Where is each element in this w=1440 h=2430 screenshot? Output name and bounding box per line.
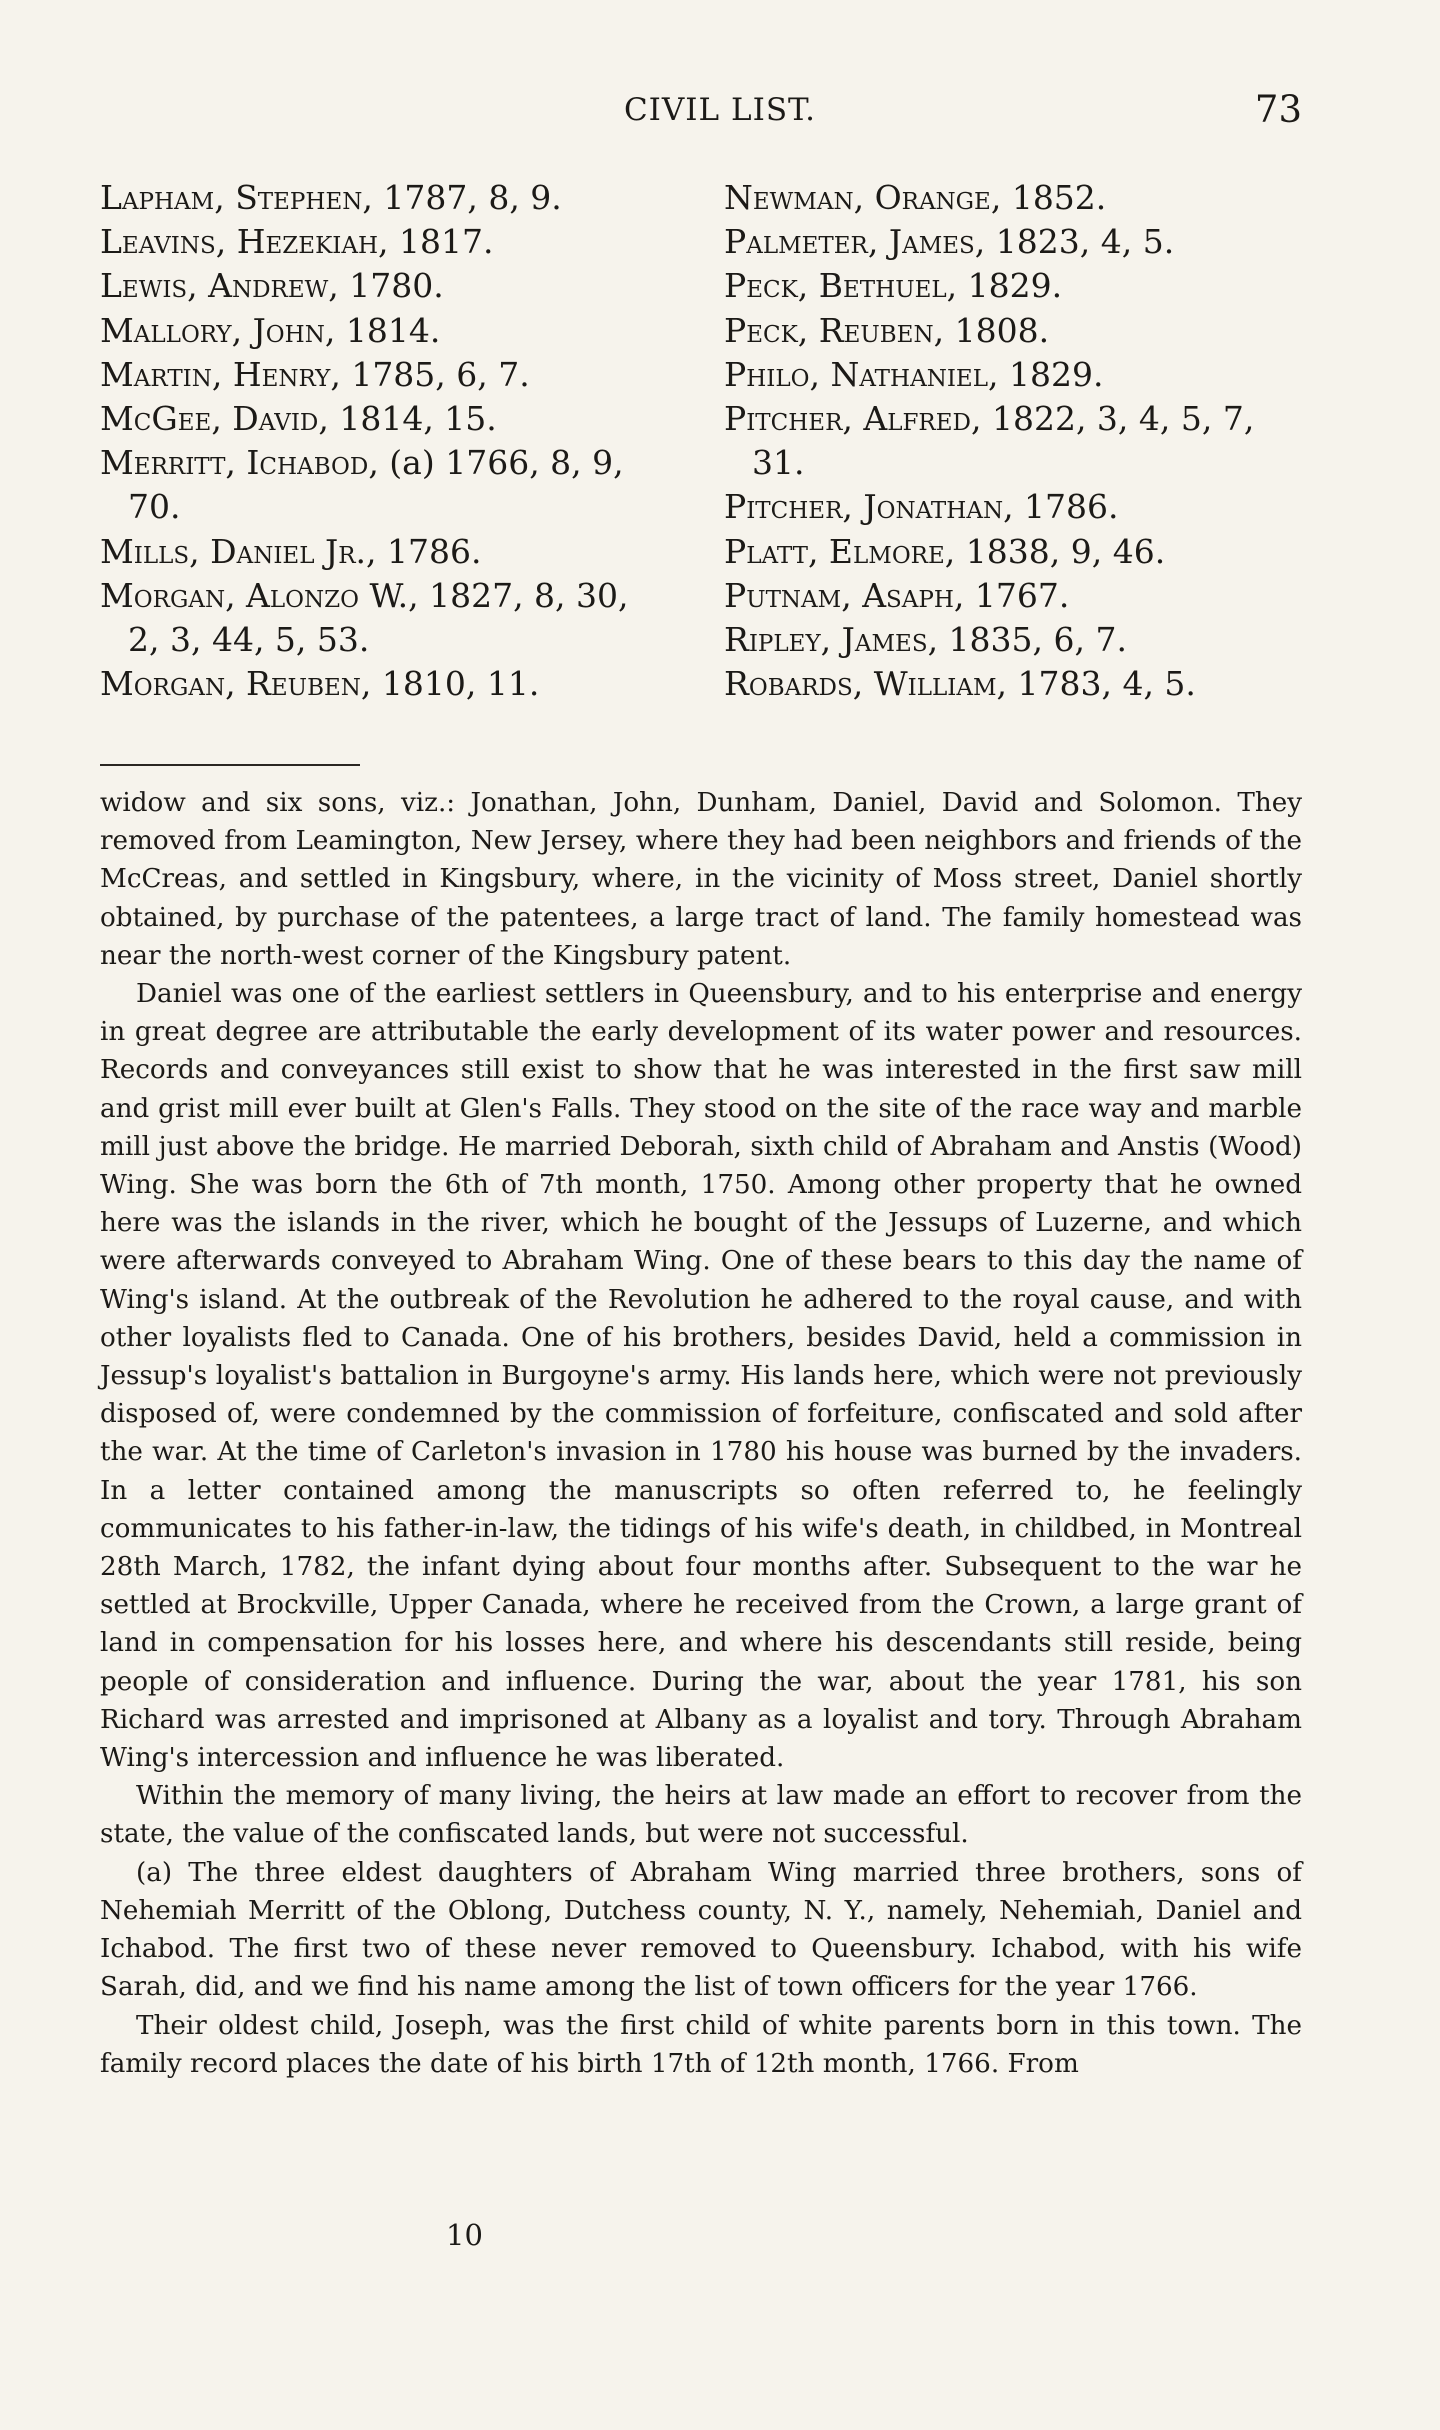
list-entry: Pitcher, Jonathan, 1786. — [724, 487, 1119, 527]
list-entry: Robards, William, 1783, 4, 5. — [724, 664, 1196, 704]
list-entry: Putnam, Asaph, 1767. — [724, 575, 1070, 615]
list-entry: Philo, Nathaniel, 1829. — [724, 354, 1104, 394]
footnote-paragraph: Their oldest child, Joseph, was the first child of white parents born in this town. The family record places the date of his birth 17th of 12th month, 1766. From — [100, 2010, 1302, 2079]
list-entry: Newman, Orange, 1852. — [724, 178, 1107, 217]
footnote-paragraph: widow and six sons, viz.: Jonathan, John, Dunham, Daniel, David and Solomon. They removed from Leamington, New Jersey, where they had been neighbors and friends of the McCreas, and settled in Kingsbury, where, in the vicinity of Moss street, Daniel shortly obtained, by purchase of the patentees, a large tract of land. The family homestead was near the north-west corner of the Kingsbury patent. — [100, 788, 1302, 971]
footnotes — [100, 784, 1302, 2083]
page-number: 73 — [1254, 88, 1302, 131]
list-entry: Martin, Henry, 1785, 6, 7. — [100, 354, 530, 394]
list-entry: Peck, Bethuel, 1829. — [724, 266, 1063, 306]
list-entry: Merritt, Ichabod, (a) 1766, 8, 9, — [100, 443, 624, 483]
signature-mark: 10 — [446, 2218, 483, 2252]
civil-list-left-column — [100, 176, 700, 706]
list-entry: Mills, Daniel Jr., 1786. — [100, 531, 482, 571]
list-entry: Leavins, Hezekiah, 1817. — [100, 222, 494, 262]
list-entry: Pitcher, Alfred, 1822, 3, 4, 5, 7, — [724, 399, 1255, 439]
list-entry-continuation: 70. — [128, 487, 181, 527]
footnote-paragraph: Within the memory of many living, the heirs at law made an effort to recover from the state, the value of the confiscated lands, but were not successful. — [100, 1781, 1302, 1850]
civil-list-right-column — [724, 176, 1344, 706]
running-head — [0, 88, 1440, 142]
list-entry: Mallory, John, 1814. — [100, 310, 441, 350]
list-entry: Peck, Reuben, 1808. — [724, 310, 1050, 350]
footnote-paragraph: (a) The three eldest daughters of Abraham Wing married three brothers, sons of Nehemiah Merritt of the Oblong, Dutchess county, N. Y., namely, Nehemiah, Daniel and Ichabod. The first two of these never removed to Queensbury. Ichabod, with his wife Sarah, did, and we find his name among the list of town officers for the year 1766. — [100, 1857, 1302, 2003]
list-entry-continuation: 2, 3, 44, 5, 53. — [128, 620, 370, 660]
list-entry: Morgan, Reuben, 1810, 11. — [100, 664, 540, 704]
list-entry: McGee, David, 1814, 15. — [100, 399, 497, 439]
list-entry-continuation: 31. — [752, 443, 805, 483]
footnote-paragraph: Daniel was one of the earliest settlers in Queensbury, and to his enterprise and energy in great degree are attributable the early development of its water power and resources. Records and conveyances still exist to show that he was interested in the first saw mill and grist mill ever built at Glen's Falls. They stood on the site of the race way and marble mill just above the bridge. He married Deborah, sixth child of Abraham and Anstis (Wood) Wing. She was born the 6th of 7th month, 1750. Among other property that he owned here was the islands in the river, which he bought of the Jessups of Luzerne, and which were afterwards conveyed to Abraham Wing. One of these bears to this day the name of Wing's island. At the outbreak of the Revolution he adhered to the royal cause, and with other loyalists fled to Canada. One of his brothers, besides David, held a commission in Jessup's loyalist's battalion in Burgoyne's army. His lands here, which were not previously disposed of, were condemned by the commission of forfeiture, confiscated and sold after the war. At the time of Carleton's invasion in 1780 his house was burned by the invaders. In a letter contained among the manuscripts so often referred to, he feelingly communicates to his father-in-law, the tidings of his wife's death, in childbed, in Montreal 28th March, 1782, the infant dying about four months after. Subsequent to the war he settled at Brockville, Upper Canada, where he received from the Crown, a large grant of land in compensation for his losses here, and where his descendants still reside, being people of consideration and influence. During the war, about the year 1781, his son Richard was arrested and imprisoned at Albany as a loyalist and tory. Through Abraham Wing's intercession and influence he was liberated. — [100, 979, 1302, 1774]
list-entry: Platt, Elmore, 1838, 9, 46. — [724, 531, 1166, 571]
footnote-rule — [100, 764, 360, 766]
list-entry: Ripley, James, 1835, 6, 7. — [724, 620, 1127, 660]
running-head-title: CIVIL LIST. — [623, 92, 817, 128]
list-entry: Morgan, Alonzo W., 1827, 8, 30, — [100, 575, 629, 615]
list-entry: Lapham, Stephen, 1787, 8, 9. — [100, 178, 562, 217]
list-entry: Palmeter, James, 1823, 4, 5. — [724, 222, 1175, 262]
list-entry: Lewis, Andrew, 1780. — [100, 266, 444, 306]
